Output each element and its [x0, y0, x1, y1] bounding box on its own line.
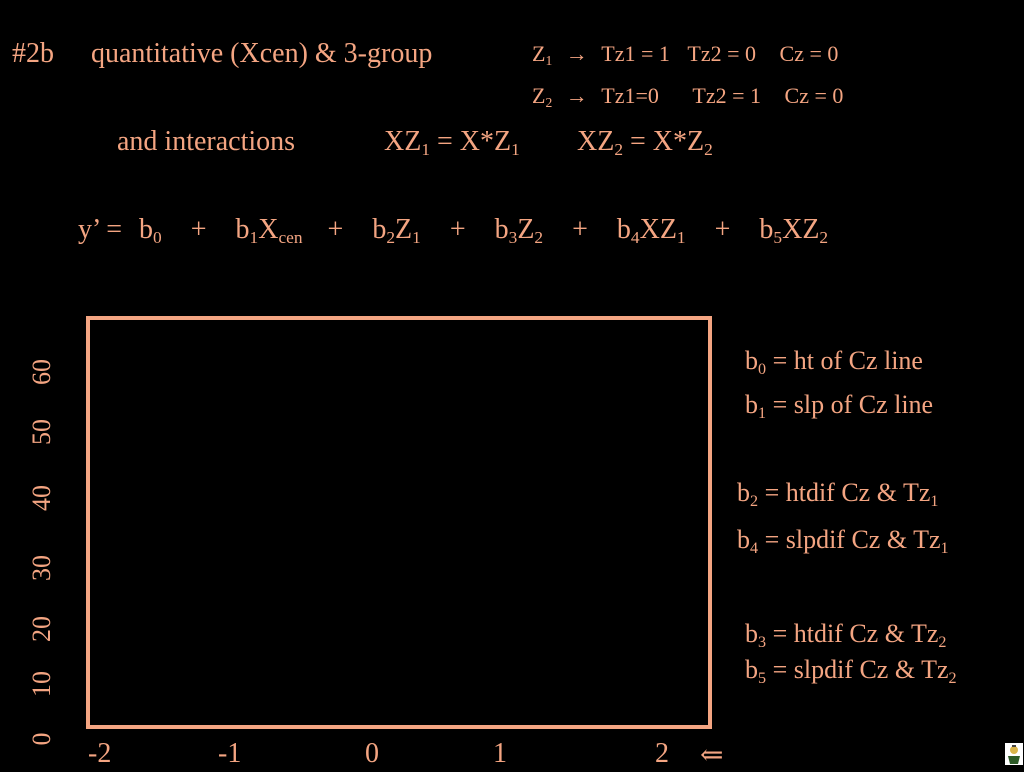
y-tick-label: 10 [27, 671, 56, 697]
note-b3: $b_3$ = htdif Cz & $Tz_2$ [745, 619, 947, 651]
crest-icon [1004, 742, 1024, 766]
z2-definition: $Z_2 \to Tz1=0$ Tz2 = 1 Cz = 0 [532, 83, 844, 111]
left-arrow-icon: ⇐ [700, 740, 724, 771]
slide-title: quantitative (Xcen) & 3-group [91, 38, 433, 69]
plot-area [86, 316, 712, 729]
note-b4: $b_4$ = slpdif Cz & $Tz_1$ [737, 525, 949, 557]
note-b1: $b_1$ = slp of Cz line [745, 390, 934, 422]
x-tick-label: 0 [365, 738, 379, 769]
right-arrow-icon: → [565, 83, 588, 108]
y-tick-label: 30 [27, 555, 56, 581]
x-tick-label: -1 [218, 738, 242, 769]
interactions-label: and interactions [117, 126, 296, 157]
x-tick-label: -2 [88, 738, 112, 769]
model-equation: y’ = $b_0 + b_1X_{cen} + b_2Z_1 + b_3Z_2 + b_4XZ_1 + b_5XZ_2$ [78, 214, 829, 248]
y-tick-label: 20 [27, 616, 56, 642]
y-tick-label: 0 [27, 732, 56, 746]
slide-label: #2b [12, 38, 54, 69]
y-tick-label: 40 [27, 485, 56, 511]
note-b5: $b_5$ = slpdif Cz & $Tz_2$ [745, 655, 957, 687]
x-tick-label: 1 [493, 738, 507, 769]
xz2-definition: $XZ_2 = X*Z_2$ [577, 126, 713, 160]
y-tick-label: 50 [27, 419, 56, 445]
z1-definition: $Z_1 \to Tz1 = 1$ Tz2 = 0 Cz = 0 [532, 41, 839, 69]
xz1-definition: $XZ_1 = X*Z_1$ [384, 126, 520, 160]
right-arrow-icon: → [565, 41, 588, 66]
x-tick-label: 2 [655, 738, 669, 769]
y-tick-label: 60 [27, 359, 56, 385]
note-b0: $b_0$ = ht of Cz line [745, 346, 923, 378]
note-b2: $b_2$ = htdif Cz & $Tz_1$ [737, 478, 939, 510]
